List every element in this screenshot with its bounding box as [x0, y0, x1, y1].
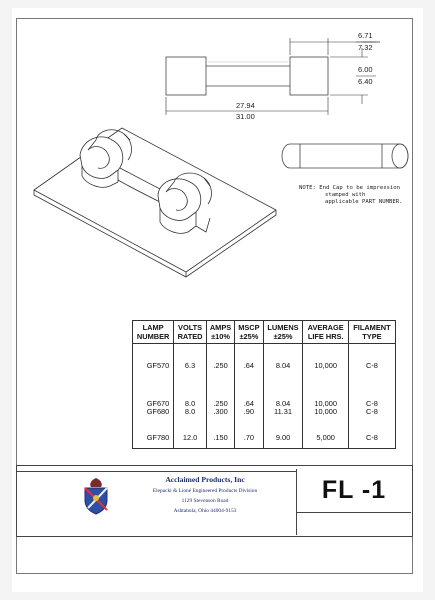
lamp-side-view — [166, 57, 328, 95]
length-min-label: 27.94 — [236, 101, 255, 110]
note-line-3: applicable PART NUMBER. — [325, 199, 403, 205]
company-address-2: Ashtabula, Ohio 44004-9153 — [173, 508, 237, 514]
header-lumens: LUMENS ±25% — [263, 321, 303, 344]
diameter-min-label: 6.00 — [358, 65, 373, 74]
header-filament-type: FILAMENT TYPE — [348, 321, 395, 344]
header-lamp-number: LAMP NUMBER — [133, 321, 174, 344]
table-row: GF780 12.0 .150 .70 9.00 5,000 C-8 — [133, 434, 396, 449]
header-mscp: MSCP ±25% — [235, 321, 263, 344]
table-row: GF670 8.0 .250 .64 8.04 10,000 C-8 — [133, 400, 396, 408]
isometric-clip-assembly — [34, 128, 276, 277]
title-block-divider — [17, 466, 296, 472]
revision-cell — [296, 513, 411, 535]
note-line-2: stamped with — [325, 192, 366, 198]
cap-length-min-label: 6.71 — [358, 31, 373, 40]
company-division: Elepacki & Lioné Engineered Products Division — [152, 488, 258, 494]
cap-length-max-label: 7.32 — [358, 43, 373, 52]
note-line-1: NOTE: End Cap to be impression — [299, 185, 401, 191]
header-amps: AMPS ±10% — [206, 321, 234, 344]
table-row: GF680 8.0 .300 .90 11.31 10,000 C-8 — [133, 408, 396, 416]
table-row: GF570 6.3 .250 .64 8.04 10,000 C-8 — [133, 362, 396, 370]
spec-table-header — [133, 321, 396, 344]
diameter-max-label: 6.40 — [358, 77, 373, 86]
lamp-end-view — [282, 144, 408, 168]
company-name: Acclaimed Products, Inc — [165, 475, 245, 484]
company-address-1: 1129 Stevenson Road — [181, 498, 229, 504]
end-cap-note — [299, 185, 419, 206]
company-info — [125, 475, 285, 518]
lamp-spec-table — [132, 320, 396, 449]
header-volts-rated: VOLTS RATED — [174, 321, 207, 344]
drawing-number: FL -1 — [296, 469, 411, 513]
header-average-life: AVERAGE LIFE HRS. — [303, 321, 348, 344]
company-crest-icon — [79, 476, 113, 516]
title-block — [16, 465, 413, 537]
length-max-label: 31.00 — [236, 112, 255, 121]
